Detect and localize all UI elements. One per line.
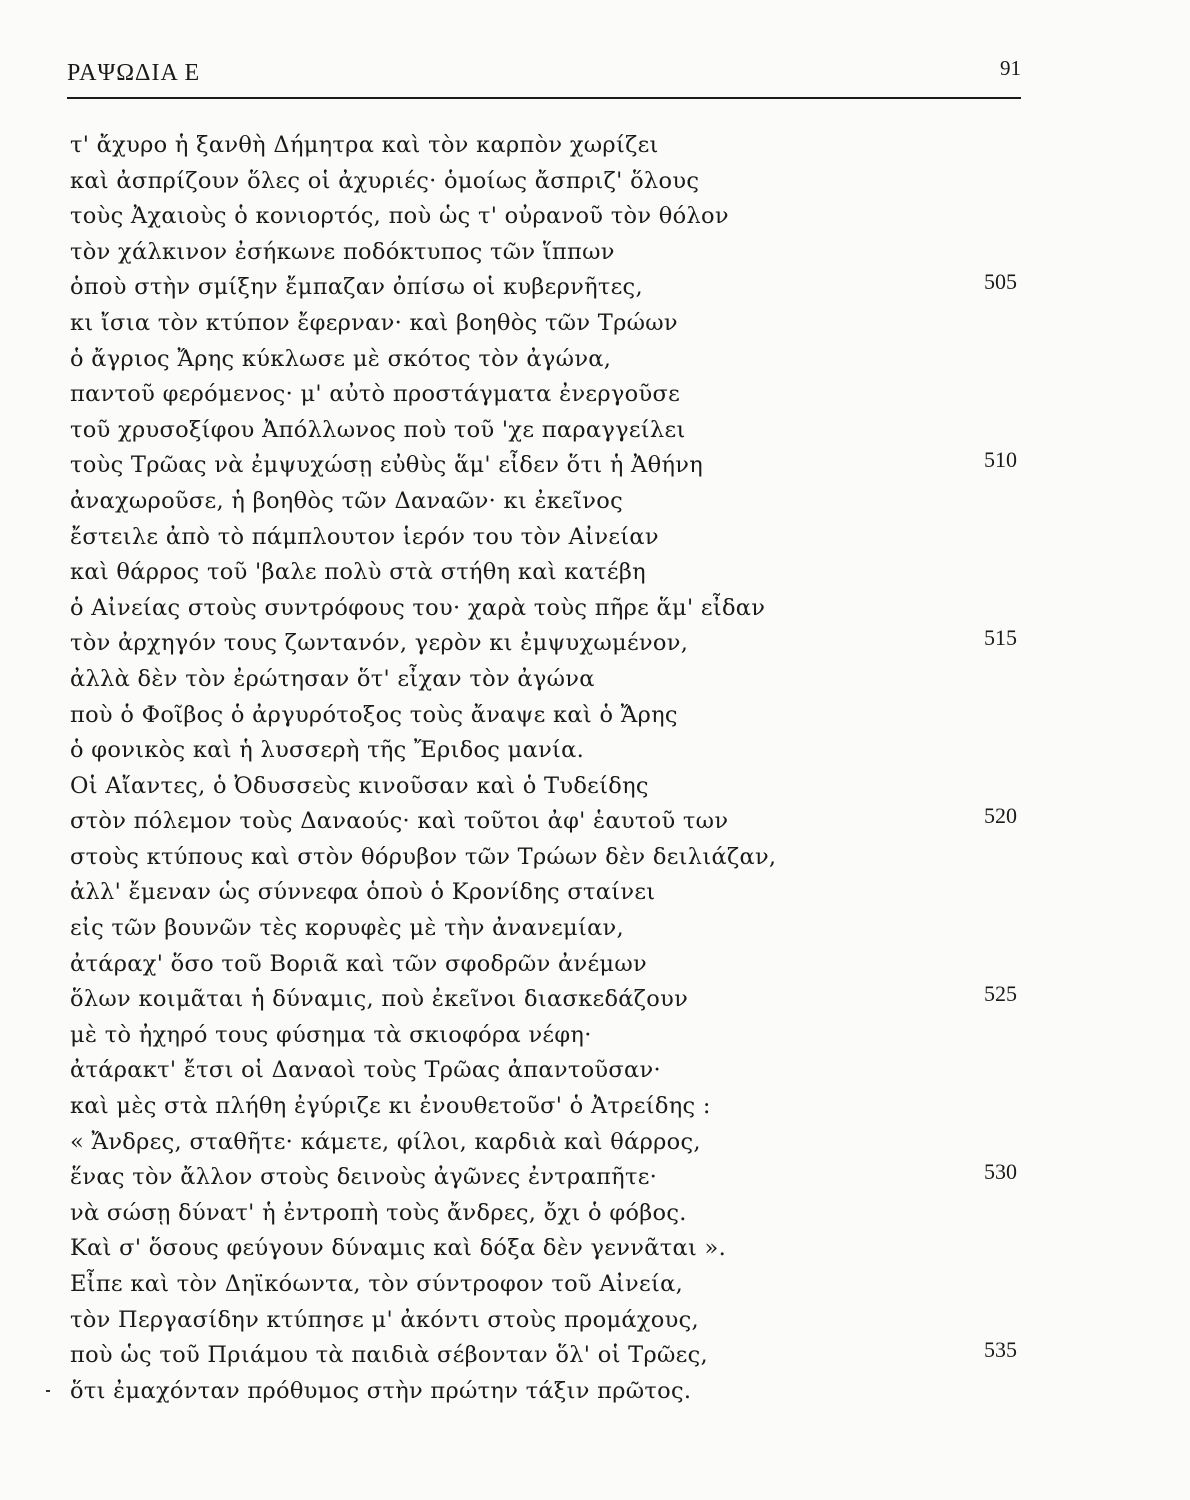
verse-text: Οἱ Αἴαντες, ὁ Ὀδυσσεὺς κινοῦσαν καὶ ὁ Τυδείδης xyxy=(70,772,649,799)
verse-line xyxy=(70,448,1020,484)
verse-text: τοῦ χρυσοξίφου Ἀπόλλωνος ποὺ τοῦ 'χε παραγγείλει xyxy=(70,416,686,443)
verse-line xyxy=(70,591,1020,627)
verse-number: 510 xyxy=(984,447,1017,473)
header-rule xyxy=(67,97,1021,99)
verse-block xyxy=(70,128,1020,1409)
verse-line xyxy=(70,1125,1020,1161)
verse-line xyxy=(70,626,1020,662)
verse-line xyxy=(70,199,1020,235)
verse-text: νὰ σώσῃ δύνατ' ἡ ἐντροπὴ τοὺς ἄνδρες, ὄχι ὁ φόβος. xyxy=(70,1199,687,1226)
verse-text: τὸν ἀρχηγόν τους ζωντανόν, γερὸν κι ἐμψυχωμένον, xyxy=(70,630,689,657)
verse-text: τοὺς Ἀχαιοὺς ὁ κονιορτός, ποὺ ὡς τ' οὐρανοῦ τὸν θόλον xyxy=(70,203,729,230)
verse-line xyxy=(70,1374,1020,1410)
verse-line xyxy=(70,698,1020,734)
verse-line xyxy=(70,840,1020,876)
verse-number: 520 xyxy=(984,803,1017,829)
verse-line xyxy=(70,1231,1020,1267)
verse-line xyxy=(70,733,1020,769)
margin-mark xyxy=(46,1390,50,1392)
verse-text: ποὺ ὁ Φοῖβος ὁ ἀργυρότοξος τοὺς ἄναψε καὶ ὁ Ἄρης xyxy=(70,701,678,728)
verse-line xyxy=(70,164,1020,200)
verse-line xyxy=(70,484,1020,520)
verse-line xyxy=(70,413,1020,449)
verse-line xyxy=(70,1196,1020,1232)
verse-text: καὶ θάρρος τοῦ 'βαλε πολὺ στὰ στήθη καὶ κατέβη xyxy=(70,559,646,586)
verse-text: ὁ Αἰνείας στοὺς συντρόφους του· χαρὰ τοὺς πῆρε ἅμ' εἶδαν xyxy=(70,594,766,621)
verse-line xyxy=(70,875,1020,911)
verse-text: ἔστειλε ἀπὸ τὸ πάμπλουτον ἱερόν του τὸν Αἰνείαν xyxy=(70,523,659,550)
verse-line xyxy=(70,342,1020,378)
verse-text: τὸν χάλκινον ἐσήκωνε ποδόκτυπος τῶν ἵππων xyxy=(70,238,615,265)
verse-line xyxy=(70,911,1020,947)
verse-text: ὅλων κοιμᾶται ἡ δύναμις, ποὺ ἐκεῖνοι διασκεδάζουν xyxy=(70,986,689,1013)
verse-line xyxy=(70,1018,1020,1054)
verse-line xyxy=(70,128,1020,164)
verse-line xyxy=(70,947,1020,983)
verse-line xyxy=(70,1303,1020,1339)
verse-line xyxy=(70,306,1020,342)
verse-text: τοὺς Τρῶας νὰ ἐμψυχώσῃ εὐθὺς ἅμ' εἶδεν ὅτι ἡ Ἀθήνη xyxy=(70,452,703,479)
verse-text: ὁ ἄγριος Ἄρης κύκλωσε μὲ σκότος τὸν ἀγώνα, xyxy=(70,345,612,372)
verse-text: στοὺς κτύπους καὶ στὸν θόρυβον τῶν Τρώων δὲν δειλιάζαν, xyxy=(70,843,777,870)
verse-text: παντοῦ φερόμενος· μ' αὐτὸ προστάγματα ἐνεργοῦσε xyxy=(70,381,681,408)
verse-line xyxy=(70,1053,1020,1089)
verse-line xyxy=(70,555,1020,591)
verse-line xyxy=(70,1089,1020,1125)
verse-number: 535 xyxy=(984,1337,1017,1363)
verse-text: « Ἄνδρες, σταθῆτε· κάμετε, φίλοι, καρδιὰ καὶ θάρρος, xyxy=(70,1128,701,1155)
verse-text: ποὺ ὡς τοῦ Πριάμου τὰ παιδιὰ σέβονταν ὅλ' οἱ Τρῶες, xyxy=(70,1342,708,1369)
running-head: ΡΑΨΩΔΙΑ Ε xyxy=(67,60,201,86)
verse-line xyxy=(70,1160,1020,1196)
verse-text: Εἶπε καὶ τὸν Δηϊκόωντα, τὸν σύντροφον τοῦ Αἰνεία, xyxy=(70,1271,684,1297)
verse-line xyxy=(70,1338,1020,1374)
verse-line xyxy=(70,1267,1020,1303)
verse-number: 525 xyxy=(984,981,1017,1007)
verse-line xyxy=(70,982,1020,1018)
verse-line xyxy=(70,377,1020,413)
verse-text: καὶ ἀσπρίζουν ὅλες οἱ ἀχυριές· ὁμοίως ἄσπριζ' ὅλους xyxy=(70,167,700,194)
verse-line xyxy=(70,769,1020,805)
verse-line xyxy=(70,270,1020,306)
verse-text: ἀλλ' ἔμεναν ὡς σύννεφα ὁποὺ ὁ Κρονίδης σταίνει xyxy=(70,879,656,906)
verse-text: ἀτάρακτ' ἔτσι οἱ Δαναοὶ τοὺς Τρῶας ἀπαντοῦσαν· xyxy=(70,1057,661,1084)
verse-text: μὲ τὸ ἠχηρό τους φύσημα τὰ σκιοφόρα νέφη· xyxy=(70,1021,592,1048)
verse-line xyxy=(70,662,1020,698)
verse-text: στὸν πόλεμον τοὺς Δαναούς· καὶ τοῦτοι ἀφ' ἑαυτοῦ των xyxy=(70,808,729,835)
verse-text: ὁ φονικὸς καὶ ἡ λυσσερὴ τῆς Ἔριδος μανία. xyxy=(70,737,585,764)
verse-line xyxy=(70,520,1020,556)
verse-text: εἰς τῶν βουνῶν τὲς κορυφὲς μὲ τὴν ἀνανεμίαν, xyxy=(70,915,624,942)
verse-text: ὁποὺ στὴν σμίξην ἔμπαζαν ὀπίσω οἱ κυβερνῆτες, xyxy=(70,274,643,301)
verse-text: τ' ἄχυρο ἡ ξανθὴ Δήμητρα καὶ τὸν καρπὸν χωρίζει xyxy=(70,132,659,158)
verse-text: καὶ μὲς στὰ πλήθη ἐγύριζε κι ἐνουθετοῦσ' ὁ Ἀτρείδης : xyxy=(70,1093,711,1120)
verse-text: ἕνας τὸν ἄλλον στοὺς δεινοὺς ἀγῶνες ἐντραπῆτε· xyxy=(70,1164,658,1191)
verse-text: ἀτάραχ' ὅσο τοῦ Βοριᾶ καὶ τῶν σφοδρῶν ἀνέμων xyxy=(70,950,647,977)
verse-text: τὸν Περγασίδην κτύπησε μ' ἀκόντι στοὺς προμάχους, xyxy=(70,1306,699,1333)
verse-number: 505 xyxy=(984,269,1017,295)
verse-text: ὅτι ἐμαχόνταν πρόθυμος στὴν πρώτην τάξιν πρῶτος. xyxy=(70,1377,692,1404)
verse-text: Καὶ σ' ὅσους φεύγουν δύναμις καὶ δόξα δὲν γεννᾶται ». xyxy=(70,1235,727,1262)
verse-line xyxy=(70,235,1020,271)
verse-line xyxy=(70,804,1020,840)
verse-text: ἀναχωροῦσε, ἡ βοηθὸς τῶν Δαναῶν· κι ἐκεῖνος xyxy=(70,487,623,514)
page-number: 91 xyxy=(1000,56,1021,80)
verse-text: κι ἴσια τὸν κτύπον ἔφερναν· καὶ βοηθὸς τῶν Τρώων xyxy=(70,309,678,336)
page-header xyxy=(67,52,1021,96)
verse-text: ἀλλὰ δὲν τὸν ἐρώτησαν ὅτ' εἶχαν τὸν ἀγώνα xyxy=(70,665,595,692)
verse-number: 530 xyxy=(984,1159,1017,1185)
verse-number: 515 xyxy=(984,625,1017,651)
